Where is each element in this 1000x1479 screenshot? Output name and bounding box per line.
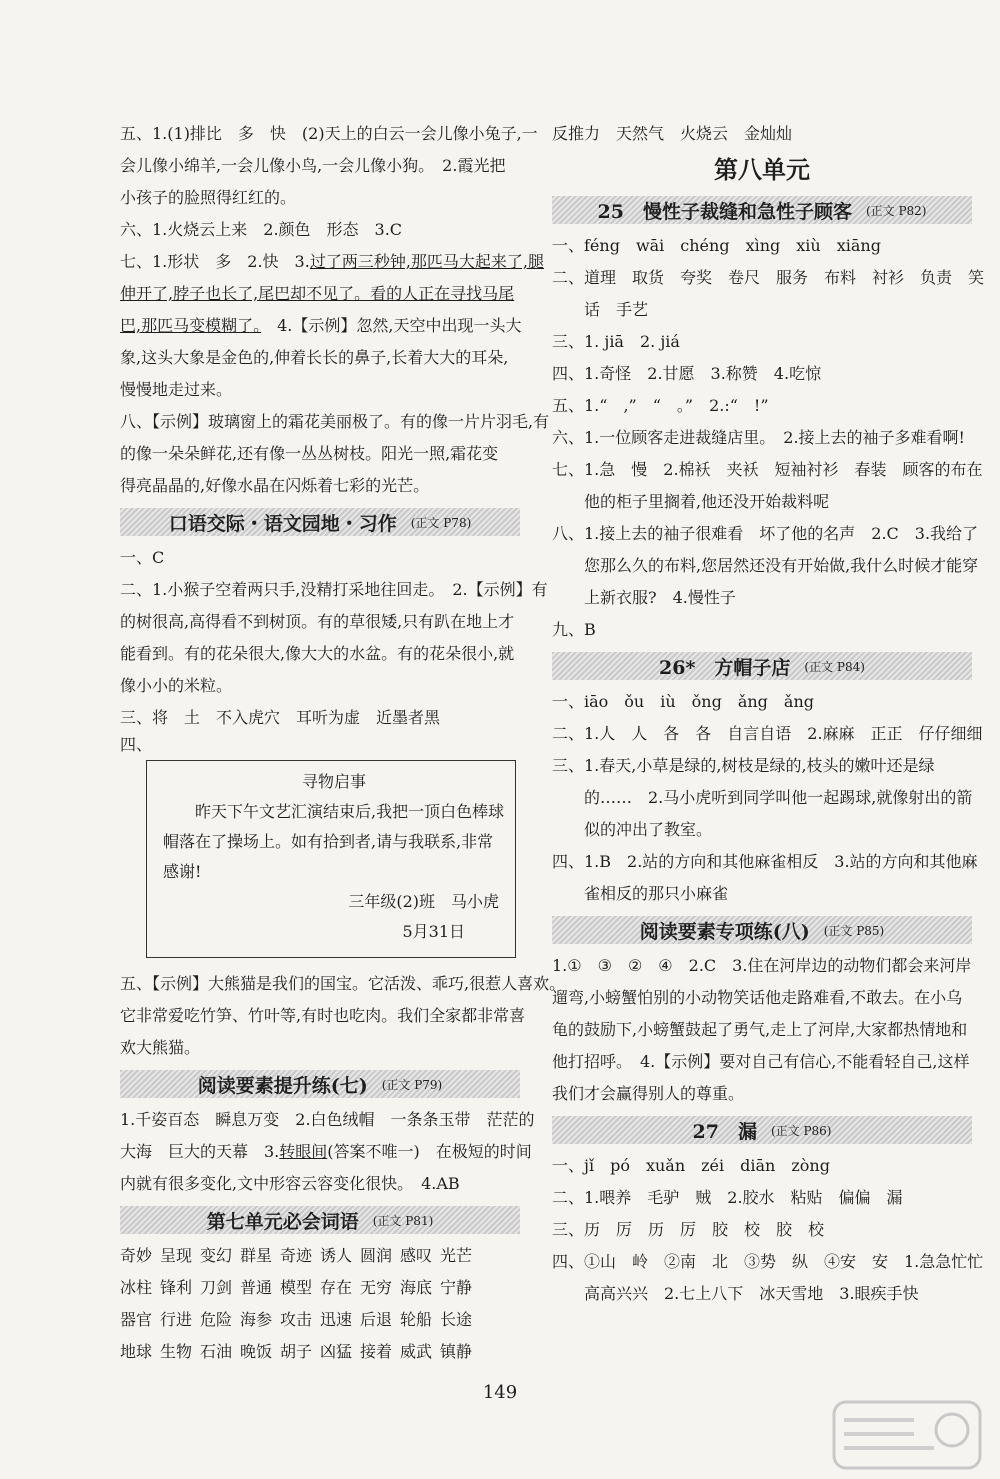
answer-line: 的…… 2.马小虎听到同学叫他一起踢球,就像射出的箭 <box>552 788 973 807</box>
word: 地球 <box>120 1342 153 1361</box>
answer-line: 龟的鼓励下,小螃蟹鼓起了勇气,走上了河岸,大家都热情地和 <box>552 1020 968 1039</box>
answer-line: 象,这头大象是金色的,伸着长长的鼻子,长着大大的耳朵, <box>120 348 509 367</box>
word: 石油 <box>200 1342 233 1361</box>
answer-line: 八、1.接上去的袖子很难看 坏了他的名声 2.C 3.我给了 <box>552 524 979 543</box>
word: 奇妙 <box>120 1246 153 1265</box>
page-reference: (正文 P78) <box>410 515 472 530</box>
word: 刀剑 <box>200 1278 233 1297</box>
answer-line <box>120 1136 532 1168</box>
answer-line: 一、féng wāi chéng xìng xiù xiāng <box>552 236 881 255</box>
section-banner <box>552 1116 972 1144</box>
word: 海底 <box>400 1278 433 1297</box>
answer-line: 六、1.一位顾客走进裁缝店里。 2.接上去的袖子多难看啊! <box>552 428 965 447</box>
word: 呈现 <box>160 1246 193 1265</box>
section-title: 阅读要素提升练(七) <box>197 1074 368 1097</box>
answer-line: 他打招呼。 4.【示例】要对自己有信心,不能看轻自己,这样 <box>552 1052 970 1071</box>
answer-text: 七、1.形状 多 2.快 3. <box>120 252 310 271</box>
answer-line: 三、将 土 不入虎穴 耳听为虚 近墨者黑 <box>120 708 441 727</box>
underlined-text: 转眼间 <box>279 1142 328 1161</box>
word: 迅速 <box>320 1310 353 1329</box>
word: 后退 <box>360 1310 393 1329</box>
answer-line: 欢大熊猫。 <box>120 1038 201 1057</box>
answer-line: 我们才会赢得别人的尊重。 <box>552 1084 745 1103</box>
page-reference: (正文 P82) <box>865 203 927 218</box>
section-title: 27 漏 <box>692 1120 757 1143</box>
word: 存在 <box>320 1278 353 1297</box>
page-reference: (正文 P81) <box>372 1213 434 1228</box>
word: 锋利 <box>160 1278 193 1297</box>
section-banner <box>552 652 972 680</box>
word: 晚饭 <box>240 1342 273 1361</box>
word: 胡子 <box>280 1342 313 1361</box>
answer-line <box>120 246 544 278</box>
answer-line: 三、历 厉 历 厉 胶 校 胶 校 <box>552 1220 825 1239</box>
answer-line: 话 手艺 <box>552 300 649 319</box>
page-reference: (正文 P79) <box>381 1077 443 1092</box>
word: 诱人 <box>320 1246 353 1265</box>
word: 奇迹 <box>280 1246 313 1265</box>
notice-date: 5月31日 <box>402 922 465 941</box>
answer-line: 他的柜子里搁着,他还没开始裁料呢 <box>552 492 830 511</box>
right-column <box>552 118 985 1310</box>
answer-line: 一、C <box>120 548 165 567</box>
answer-line: 二、道理 取货 夸奖 卷尺 服务 布料 衬衫 负责 笑 <box>552 268 985 287</box>
word: 冰柱 <box>120 1278 153 1297</box>
answer-line: 五、【示例】大熊猫是我们的国宝。它活泼、乖巧,很惹人喜欢。 <box>120 974 566 993</box>
notice-signature: 三年级(2)班 马小虎 <box>348 892 499 911</box>
answer-line: 能看到。有的花朵很大,像大大的水盆。有的花朵很小,就 <box>120 644 515 663</box>
answer-line: 高高兴兴 2.七上八下 冰天雪地 3.眼疾手快 <box>552 1284 919 1303</box>
notice-body: 昨天下午文艺汇演结束后,我把一顶白色棒球帽落在了操场上。如有拾到者,请与我联系,非常感谢! <box>163 802 505 881</box>
section-title: 口语交际・语文园地・习作 <box>168 512 397 535</box>
word: 行进 <box>160 1310 193 1329</box>
answer-line: 四、1.奇怪 2.甘愿 3.称赞 4.吃惊 <box>552 364 822 383</box>
section-banner <box>552 916 972 944</box>
section-banner <box>120 1070 520 1098</box>
word: 感叹 <box>400 1246 433 1265</box>
answer-line: 您那么久的布料,您居然还没有开始做,我什么时候才能穿 <box>552 556 979 575</box>
answer-line: 会儿像小绵羊,一会儿像小鸟,一会儿像小狗。 2.霞光把 <box>120 156 506 175</box>
answer-text: 4.【示例】忽然,天空中出现一头大 <box>261 316 522 335</box>
word: 宁静 <box>440 1278 473 1297</box>
answer-line: 四、 <box>120 735 153 754</box>
answer-line: 慢慢地走过来。 <box>120 380 233 399</box>
answer-line: 反推力 天然气 火烧云 金灿灿 <box>552 124 793 143</box>
section-title: 阅读要素专项练(八) <box>639 920 810 943</box>
answer-line: 六、1.火烧云上来 2.颜色 形态 3.C <box>120 220 403 239</box>
word: 变幻 <box>200 1246 233 1265</box>
answer-line: 三、1.春天,小草是绿的,树枝是绿的,枝头的嫩叶还是绿 <box>552 756 935 775</box>
underlined-text: 伸开了,脖子也长了,尾巴却不见了。看的人正在寻找马尾 <box>120 284 515 303</box>
answer-line: 三、1. jiā 2. jiá <box>552 332 680 351</box>
answer-line: 内就有很多变化,文中形容云容变化很快。 4.AB <box>120 1174 460 1193</box>
answer-line: 得亮晶晶的,好像水晶在闪烁着七彩的光芒。 <box>120 476 430 495</box>
lost-item-notice <box>146 760 516 958</box>
page-reference: (正文 P86) <box>770 1123 832 1138</box>
answer-line: 七、1.急 慢 2.棉袄 夹袄 短袖衬衫 春装 顾客的布在 <box>552 460 983 479</box>
word: 圆润 <box>360 1246 393 1265</box>
answer-line: 它非常爱吃竹笋、竹叶等,有时也吃肉。我们全家都非常喜 <box>120 1006 526 1025</box>
answer-line: 似的冲出了教室。 <box>552 820 713 839</box>
answer-line: 二、1.小猴子空着两只手,没精打采地往回走。 2.【示例】有 <box>120 580 548 599</box>
word: 威武 <box>400 1342 433 1361</box>
answer-line: 九、B <box>552 620 596 639</box>
answer-line: 五、1.“ ,” “ 。” 2.:“ !” <box>552 396 769 415</box>
answer-line: 小孩子的脸照得红红的。 <box>120 188 297 207</box>
answer-line: 五、1.(1)排比 多 快 (2)天上的白云一会儿像小兔子,一 <box>120 124 538 143</box>
answer-line: 一、jǐ pó xuǎn zéi diān zòng <box>552 1156 830 1175</box>
answer-line: 上新衣服? 4.慢性子 <box>552 588 736 607</box>
answer-line: 一、iāo ǒu iù ǒng ǎng ǎng <box>552 692 815 711</box>
page-reference: (正文 P84) <box>804 659 865 674</box>
notice-title: 寻物启事 <box>301 772 366 791</box>
watermark-logo <box>832 1400 982 1470</box>
word: 生物 <box>160 1342 193 1361</box>
answer-line: 二、1.喂养 毛驴 贼 2.胶水 粘贴 偏偏 漏 <box>552 1188 903 1207</box>
word: 器官 <box>120 1310 153 1329</box>
answer-line: 遛弯,小螃蟹怕别的小动物笑话他走路难看,不敢去。在小乌 <box>552 988 963 1007</box>
unit-title: 第八单元 <box>714 155 810 184</box>
word: 轮船 <box>400 1310 433 1329</box>
word: 镇静 <box>440 1342 473 1361</box>
answer-line: 四、①山 岭 ②南 北 ③势 纵 ④安 安 1.急急忙忙 <box>552 1252 984 1271</box>
section-title: 25 慢性子裁缝和急性子顾客 <box>597 200 852 223</box>
section-title: 26* 方帽子店 <box>659 656 791 679</box>
word: 模型 <box>280 1278 313 1297</box>
word: 长途 <box>440 1310 473 1329</box>
answer-text: 大海 巨大的天幕 3. <box>120 1142 280 1161</box>
section-banner <box>120 508 520 536</box>
word: 危险 <box>200 1310 233 1329</box>
answer-line: 八、【示例】玻璃窗上的霜花美丽极了。有的像一片片羽毛,有 <box>120 412 550 431</box>
word: 海参 <box>240 1310 273 1329</box>
word: 普通 <box>240 1278 273 1297</box>
page-reference: (正文 P85) <box>823 923 885 938</box>
word: 光芒 <box>440 1246 473 1265</box>
answer-line: 四、1.B 2.站的方向和其他麻雀相反 3.站的方向和其他麻 <box>552 852 978 871</box>
section-banner <box>552 196 972 224</box>
answer-text: (答案不唯一) 在极短的时间 <box>327 1142 532 1161</box>
section-banner <box>120 1206 520 1234</box>
answer-line <box>120 310 520 342</box>
word: 攻击 <box>280 1310 313 1329</box>
underlined-text: 过了两三秒钟,那匹马大起来了,腿 <box>309 252 544 271</box>
answer-line: 1.① ③ ② ④ 2.C 3.住在河岸边的动物们都会来河岸 <box>552 956 972 975</box>
answer-line: 雀相反的那只小麻雀 <box>552 884 729 903</box>
answer-line: 的像一朵朵鲜花,还有像一丛丛树枝。阳光一照,霜花变 <box>120 444 499 463</box>
word: 无穷 <box>360 1278 393 1297</box>
word-grid <box>120 1240 520 1368</box>
section-title: 第七单元必会词语 <box>206 1210 359 1233</box>
word: 接着 <box>360 1342 393 1361</box>
answer-line: 像小小的米粒。 <box>120 676 233 695</box>
answer-line: 二、1.人 人 各 各 自言自语 2.麻麻 正正 仔仔细细 <box>552 724 983 743</box>
page-number: 149 <box>482 1382 518 1403</box>
answer-line: 的树很高,高得看不到树顶。有的草很矮,只有趴在地上才 <box>120 612 515 631</box>
answer-line: 1.千姿百态 瞬息万变 2.白色绒帽 一条条玉带 茫茫的 <box>120 1110 535 1129</box>
word: 凶猛 <box>320 1342 353 1361</box>
word: 群星 <box>240 1246 273 1265</box>
left-column <box>120 118 566 1368</box>
underlined-text: 巴,那匹马变模糊了。 <box>120 316 262 335</box>
